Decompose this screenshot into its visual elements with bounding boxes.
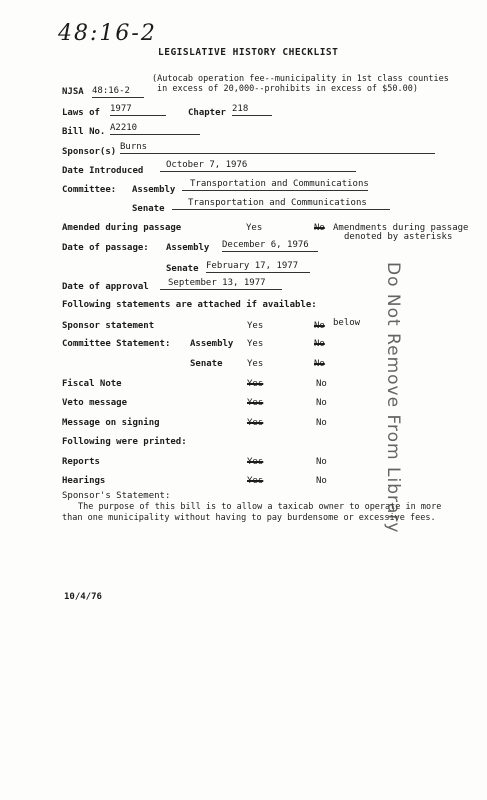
signing-message-no: No <box>316 418 327 428</box>
attached-heading: Following statements are attached if available: <box>62 300 317 310</box>
fiscal-note-label: Fiscal Note <box>62 379 122 389</box>
reports-yes: Yes <box>247 457 264 467</box>
approval-value: September 13, 1977 <box>160 278 282 290</box>
sponsor-statement-line-1: The purpose of this bill is to allow a taxicab owner to operate in more <box>78 502 442 512</box>
sponsor-statement-note: below <box>333 318 361 328</box>
veto-message-label: Veto message <box>62 398 128 408</box>
committee-statement-senate-label: Senate <box>190 359 223 369</box>
committee-statement-assembly-no: No <box>314 339 325 349</box>
chapter-label: Chapter <box>188 108 226 118</box>
passage-assembly-label: Assembly <box>166 243 210 253</box>
amended-no: No <box>314 223 325 233</box>
sponsor-statement-yes: Yes <box>247 321 264 331</box>
date-introduced-value: October 7, 1976 <box>160 160 356 172</box>
sponsors-value: Burns <box>120 142 435 154</box>
njsa-value: 48:16-2 <box>92 86 144 98</box>
passage-assembly-value: December 6, 1976 <box>222 240 318 252</box>
committee-statement-label: Committee Statement: <box>62 339 171 349</box>
committee-senate-label: Senate <box>132 204 165 214</box>
signing-message-label: Message on signing <box>62 418 160 428</box>
committee-statement-assembly-yes: Yes <box>247 339 264 349</box>
chapter-value: 218 <box>232 104 272 116</box>
laws-of-value: 1977 <box>110 104 166 116</box>
library-stamp: Do Not Remove From Library <box>383 262 403 534</box>
njsa-description-1: (Autocab operation fee--municipality in 1st class counties <box>152 74 449 84</box>
sponsor-statement-no: No <box>314 321 325 331</box>
printed-heading: Following were printed: <box>62 437 187 447</box>
committee-assembly-value: Transportation and Communications <box>182 179 368 191</box>
reports-no: No <box>316 457 327 467</box>
veto-message-yes: Yes <box>247 398 264 408</box>
signing-message-yes: Yes <box>247 418 264 428</box>
passage-senate-value: February 17, 1977 <box>206 261 310 273</box>
laws-of-label: Laws of <box>62 108 100 118</box>
passage-senate-label: Senate <box>166 264 199 274</box>
amended-yes: Yes <box>246 223 263 233</box>
amended-note-2: denoted by asterisks <box>344 232 453 242</box>
veto-message-no: No <box>316 398 327 408</box>
sponsor-statement-label: Sponsor statement <box>62 321 155 331</box>
njsa-label: NJSA <box>62 87 84 97</box>
fiscal-note-no: No <box>316 379 327 389</box>
handwritten-number: 48:16-2 <box>58 21 157 46</box>
committee-label: Committee: <box>62 185 117 195</box>
sponsors-label: Sponsor(s) <box>62 147 117 157</box>
amended-note-1: Amendments during passage <box>333 223 469 233</box>
approval-label: Date of approval <box>62 282 149 292</box>
committee-statement-senate-yes: Yes <box>247 359 264 369</box>
committee-assembly-label: Assembly <box>132 185 176 195</box>
committee-statement-assembly-label: Assembly <box>190 339 234 349</box>
amended-label: Amended during passage <box>62 223 182 233</box>
committee-senate-value: Transportation and Communications <box>172 198 390 210</box>
hearings-label: Hearings <box>62 476 106 486</box>
fiscal-note-yes: Yes <box>247 379 264 389</box>
reports-label: Reports <box>62 457 100 467</box>
date-introduced-label: Date Introduced <box>62 166 144 176</box>
bill-no-value: A2210 <box>110 123 200 135</box>
footer-date: 10/4/76 <box>64 592 102 602</box>
committee-statement-senate-no: No <box>314 359 325 369</box>
sponsor-statement-line-2: than one municipality without having to pay burdensome or excessive fees. <box>62 513 436 523</box>
njsa-description-2: in excess of 20,000--prohibits in excess of $50.00) <box>157 84 418 94</box>
passage-label: Date of passage: <box>62 243 149 253</box>
hearings-yes: Yes <box>247 476 264 486</box>
hearings-no: No <box>316 476 327 486</box>
bill-no-label: Bill No. <box>62 127 106 137</box>
sponsor-statement-heading: Sponsor's Statement: <box>62 491 171 501</box>
page-title: LEGISLATIVE HISTORY CHECKLIST <box>158 47 339 58</box>
